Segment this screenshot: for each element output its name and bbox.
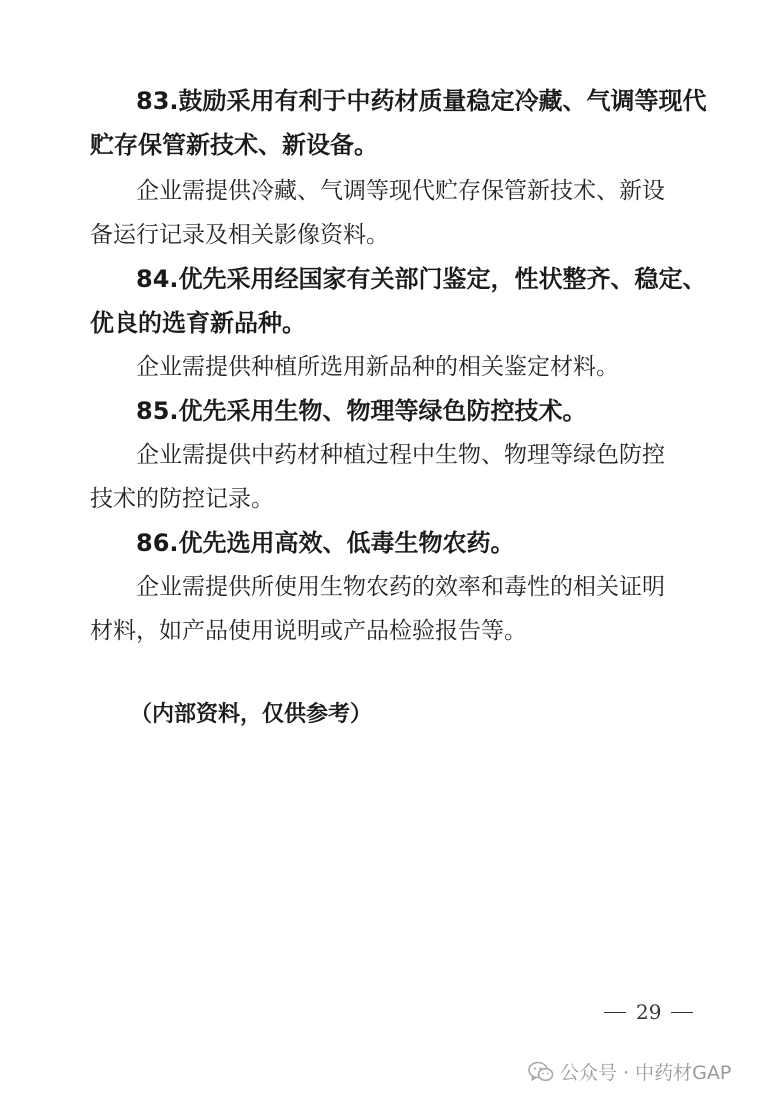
page-number-right-dash [671,1012,693,1013]
item-86-body-line-1: 企业需提供所使用生物农药的效率和毒性的相关证明 [136,574,665,600]
item-86-heading-line-1: 86.优先选用高效、低毒生物农药。 [136,529,515,557]
item-84-heading-line-1: 84.优先采用经国家有关部门鉴定，性状整齐、稳定、 [136,265,707,293]
item-84-body-line-1: 企业需提供种植所选用新品种的相关鉴定材料。 [136,354,619,380]
watermark-text: 公众号 · 中药材GAP [560,1062,732,1084]
item-83-body-line-2: 备运行记录及相关影像资料。 [90,222,389,248]
item-86-body-line-2: 材料，如产品使用说明或产品检验报告等。 [90,618,527,644]
item-85-body-line-1: 企业需提供中药材种植过程中生物、物理等绿色防控 [136,442,665,468]
page-number-value: 29 [636,1000,662,1024]
wechat-watermark [528,1058,731,1085]
item-83-heading-line-1: 83.鼓励采用有利于中药材质量稳定冷藏、气调等现代 [136,87,707,115]
wechat-icon [528,1061,554,1083]
item-85-heading-line-1: 85.优先采用生物、物理等绿色防控技术。 [136,397,587,425]
page-number [604,1000,693,1024]
page-number-left-dash [604,1012,626,1013]
item-83-body-line-1: 企业需提供冷藏、气调等现代贮存保管新技术、新设 [136,178,665,204]
item-84-heading-line-2: 优良的选育新品种。 [90,309,306,337]
item-83-heading-line-2: 贮存保管新技术、新设备。 [90,131,378,159]
item-85-body-line-2: 技术的防控记录。 [90,486,274,512]
internal-reference-note: （内部资料，仅供参考） [130,702,373,727]
